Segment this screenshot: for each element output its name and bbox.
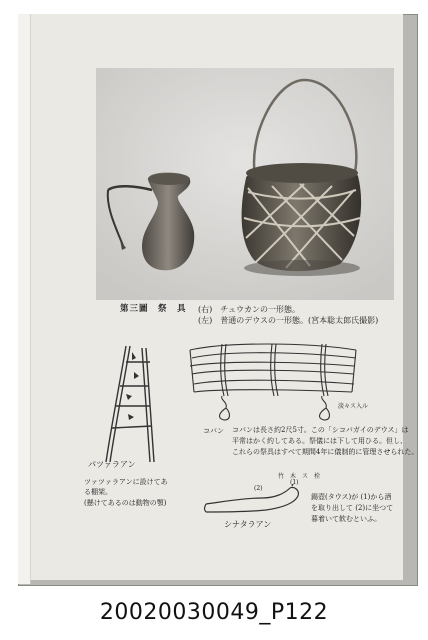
pipe-desc-3: 暮着いて飲むといふ。 <box>311 515 382 523</box>
pipe-desc-1: 錫壺(タウス)が (1)から酒 <box>311 493 392 501</box>
ladder-desc-3: (懸けてあるのは動物の顎) <box>84 499 167 507</box>
caption-title: 第三圖 祭 具 <box>120 304 187 314</box>
bundle-drawing <box>186 340 360 428</box>
pipe-num-1: (1) <box>290 479 299 486</box>
bundle-desc-3: これらの祭具はすべて期間4年に儀制的に管理させられた。 <box>232 448 419 456</box>
ladder-desc-2: る棚架。 <box>84 488 112 496</box>
caption-right: (右) チュウカンの一形態。 <box>198 305 301 314</box>
ritual-vessels-photo <box>96 68 394 300</box>
bundle-desc-2: 平常はかく約してある。祭儀には下して用ひる。但し、 <box>232 437 407 445</box>
ladder-icon <box>104 342 164 464</box>
bundle-icon <box>186 340 360 424</box>
ladder-desc-1: ツァツァラアンに設けてあ <box>84 478 168 486</box>
pipe-marks: 竹 木 ス 栓 <box>278 473 321 480</box>
bundle-label: コバン <box>203 427 224 435</box>
pipe-num-2: (2) <box>254 485 263 492</box>
pipe-drawing <box>202 484 308 524</box>
ladder-title: パツァラアン <box>88 460 136 469</box>
caption-left: (左) 普通のデウスの一形態。(宮本聡太郎氏撮影) <box>198 316 379 325</box>
pipe-title: シナタラアン <box>224 520 272 529</box>
bundle-desc-1: コバンは長さ約2尺5寸。この「シコバガイのデウス」は <box>232 426 409 434</box>
document-id: 20020030049_P122 <box>99 600 329 625</box>
photo-illustration <box>96 68 394 300</box>
bundle-mark: 淡々ス入ル <box>338 403 369 410</box>
pipe-icon <box>202 484 308 520</box>
ladder-drawing <box>104 342 164 468</box>
pipe-desc-2: を取り出して (2)に坐つて <box>311 504 394 512</box>
